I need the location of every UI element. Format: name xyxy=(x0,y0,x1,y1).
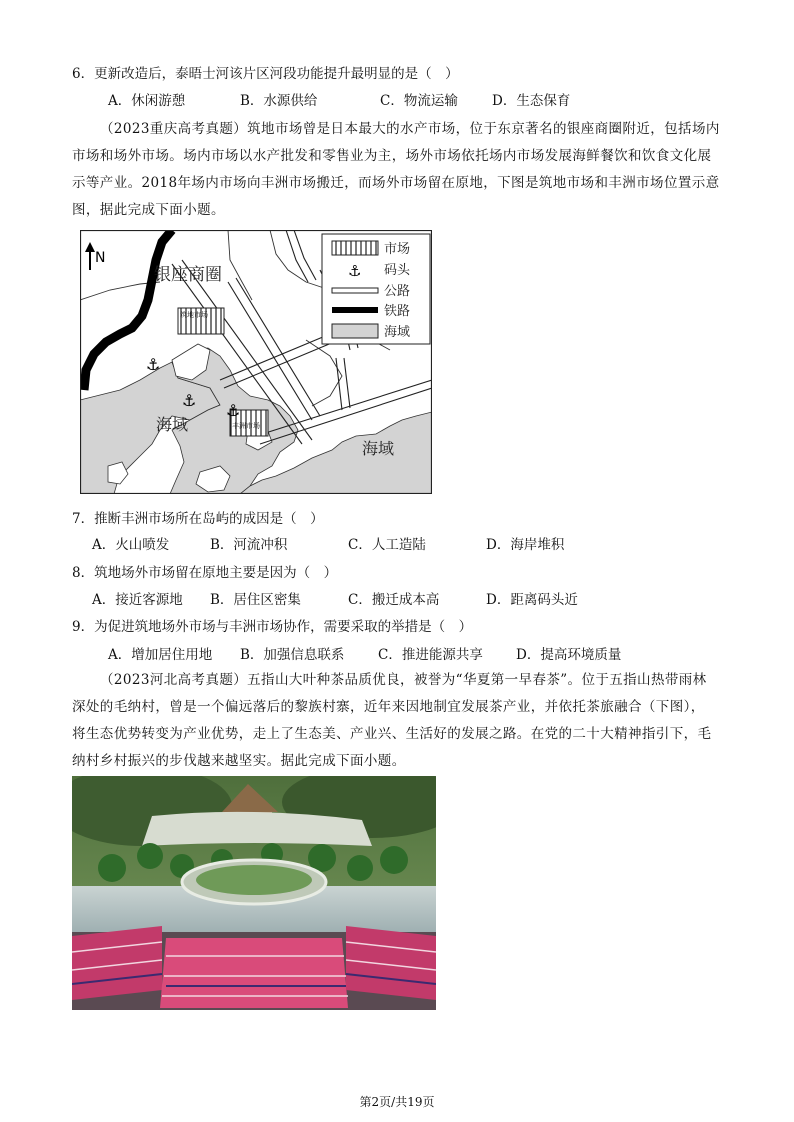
sea-label-left: 海域 xyxy=(156,415,189,434)
anchor-icon: ⚓ xyxy=(348,262,362,280)
passage-maona xyxy=(72,667,722,775)
question-7-options xyxy=(92,533,712,553)
page-number: 第2页/共19页 xyxy=(359,1095,435,1109)
ginza-label: 银座商圈 xyxy=(154,265,222,285)
tsukiji-market-label: 筑地市场 xyxy=(180,311,208,319)
question-9-options xyxy=(92,643,712,663)
legend-market-label: 市场 xyxy=(384,242,411,257)
question-7-stem: 7．推断丰洲市场所在岛屿的成因是（ ） xyxy=(72,511,324,527)
q7-option-c: C．人工造陆 xyxy=(348,537,426,553)
passage-line: 图，据此完成下面小题。 xyxy=(72,202,225,218)
legend-rail-label: 铁路 xyxy=(384,304,411,319)
passage-line: 示等产业。2018年场内市场向丰洲市场搬迁，而场外市场留在原地，下图是筑地市场和丰洲市场位置示意 xyxy=(72,175,720,191)
passage-tsukiji xyxy=(72,116,722,224)
question-9-stem: 9．为促进筑地场外市场与丰洲市场协作，需要采取的举措是（ ） xyxy=(72,619,473,635)
q6-option-d: D．生态保育 xyxy=(492,93,571,109)
question-6-options xyxy=(92,89,712,109)
passage-line: 市场和场外市场。场内市场以水产批发和零售业为主，场外市场依托场内市场发展海鲜餐饮和饮食文化展 xyxy=(72,148,712,164)
q9-option-d: D．提高环境质量 xyxy=(516,647,622,663)
svg-text:⚓: ⚓ xyxy=(182,391,197,410)
q8-option-a: A．接近客源地 xyxy=(92,592,183,608)
q7-option-a: A．火山喷发 xyxy=(92,537,170,553)
svg-text:⚓: ⚓ xyxy=(226,401,241,420)
q9-option-a: A．增加居住用地 xyxy=(108,647,213,663)
q6-option-a: A．休闲游憩 xyxy=(108,93,186,109)
passage-line: （2023重庆高考真题）筑地市场曾是日本最大的水产市场，位于东京著名的银座商圈附近，包括场内 xyxy=(100,121,720,137)
legend-road-label: 公路 xyxy=(384,284,411,299)
question-8-options xyxy=(92,588,712,608)
passage-line: 将生态优势转变为产业优势，走上了生态美、产业兴、生活好的发展之路。在党的二十大精神指引下，毛 xyxy=(72,726,712,742)
q7-option-b: B．河流冲积 xyxy=(210,537,288,553)
q8-option-b: B．居住区密集 xyxy=(210,592,301,608)
legend-sea-label: 海域 xyxy=(384,325,411,340)
question-6-stem: 6．更新改造后，泰晤士河该片区河段功能提升最明显的是（ ） xyxy=(72,66,459,82)
q9-option-c: C．推进能源共享 xyxy=(378,647,483,663)
q8-option-d: D．距离码头近 xyxy=(486,592,578,608)
q6-option-c: C．物流运输 xyxy=(380,93,458,109)
q9-option-b: B．加强信息联系 xyxy=(240,647,345,663)
tea-tourism-photo xyxy=(72,776,436,1010)
tsukiji-toyosu-map xyxy=(80,230,432,494)
toyosu-market-label: 丰洲市场 xyxy=(232,422,260,430)
svg-text:⚓: ⚓ xyxy=(146,355,161,374)
passage-line: 纳村乡村振兴的步伐越来越坚实。据此完成下面小题。 xyxy=(72,753,406,769)
north-label: N xyxy=(95,250,106,266)
q8-option-c: C．搬迁成本高 xyxy=(348,592,440,608)
question-8-stem: 8．筑地场外市场留在原地主要是因为（ ） xyxy=(72,565,338,581)
sea-label-right: 海域 xyxy=(362,439,395,458)
passage-line: 深处的毛纳村，曾是一个偏远落后的黎族村寨，近年来因地制宜发展茶产业，并依托茶旅融合（下图）， xyxy=(72,699,705,715)
passage-line: （2023河北高考真题）五指山大叶种茶品质优良，被誉为“华夏第一早春茶”。位于五指山热带雨林 xyxy=(100,672,707,688)
map-legend xyxy=(322,234,430,344)
legend-dock-label: 码头 xyxy=(384,263,411,278)
q7-option-d: D．海岸堆积 xyxy=(486,537,565,553)
q6-option-b: B．水源供给 xyxy=(240,93,318,109)
